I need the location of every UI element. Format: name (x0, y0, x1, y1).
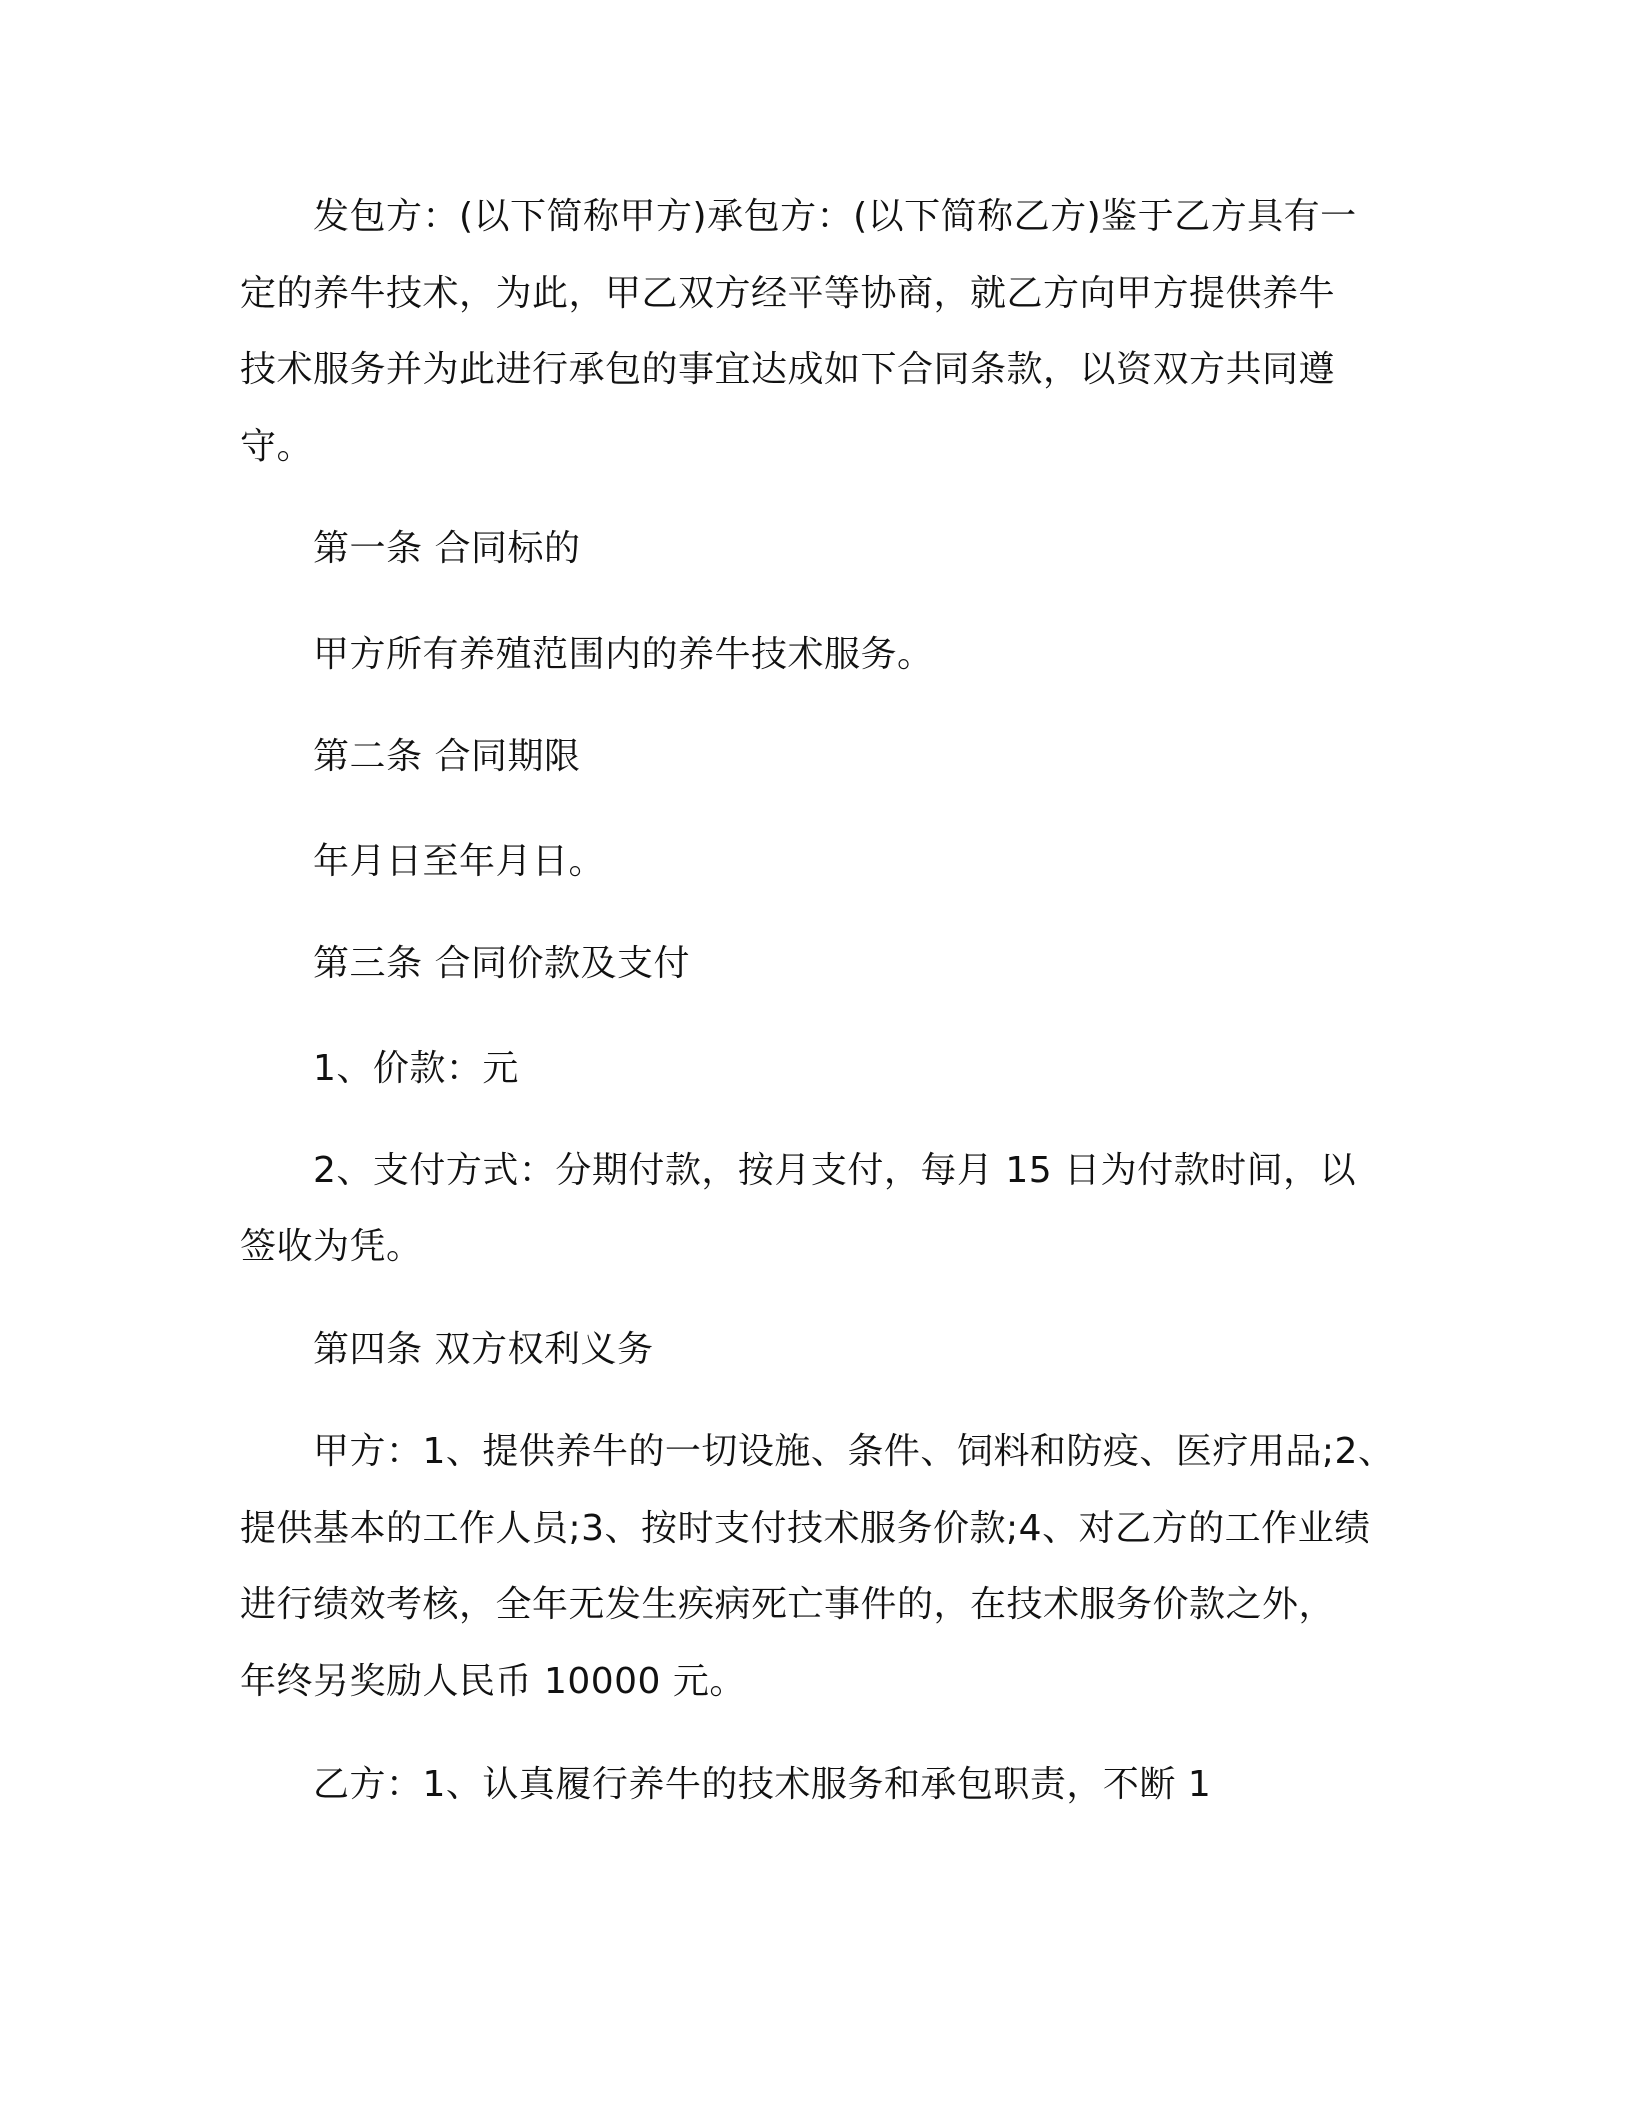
intro-line-3: 技术服务并为此进行承包的事宜达成如下合同条款，以资双方共同遵 (240, 349, 1336, 390)
article-4-party-a-line-4: 年终另奖励人民币 10000 元。 (240, 1661, 746, 1702)
article-4-party-a-line-1: 甲方：1、提供养牛的一切设施、条件、饲料和防疫、医疗用品;2、 (313, 1431, 1395, 1472)
intro-line-1: 发包方：(以下简称甲方)承包方：(以下简称乙方)鉴于乙方具有一 (313, 196, 1357, 237)
article-4-party-a-line-2: 提供基本的工作人员;3、按时支付技术服务价款;4、对乙方的工作业绩 (240, 1508, 1371, 1549)
article-3-item-2-line-1: 2、支付方式：分期付款，按月支付，每月 15 日为付款时间，以 (313, 1150, 1357, 1191)
article-1-body: 甲方所有养殖范围内的养牛技术服务。 (313, 634, 934, 675)
article-4-party-b-line-1: 乙方：1、认真履行养牛的技术服务和承包职责，不断 1 (313, 1764, 1212, 1805)
article-2-heading: 第二条 合同期限 (313, 736, 581, 777)
article-4-party-a-line-3: 进行绩效考核，全年无发生疾病死亡事件的，在技术服务价款之外， (240, 1584, 1336, 1625)
intro-line-2: 定的养牛技术，为此，甲乙双方经平等协商，就乙方向甲方提供养牛 (240, 273, 1336, 314)
article-3-item-2-line-2: 签收为凭。 (240, 1226, 423, 1267)
article-4-heading: 第四条 双方权利义务 (313, 1329, 654, 1370)
article-3-heading: 第三条 合同价款及支付 (313, 943, 690, 984)
article-2-body: 年月日至年月日。 (313, 841, 606, 882)
article-1-heading: 第一条 合同标的 (313, 528, 581, 569)
intro-line-4: 守。 (240, 426, 314, 467)
article-3-item-1: 1、价款：元 (313, 1048, 519, 1089)
